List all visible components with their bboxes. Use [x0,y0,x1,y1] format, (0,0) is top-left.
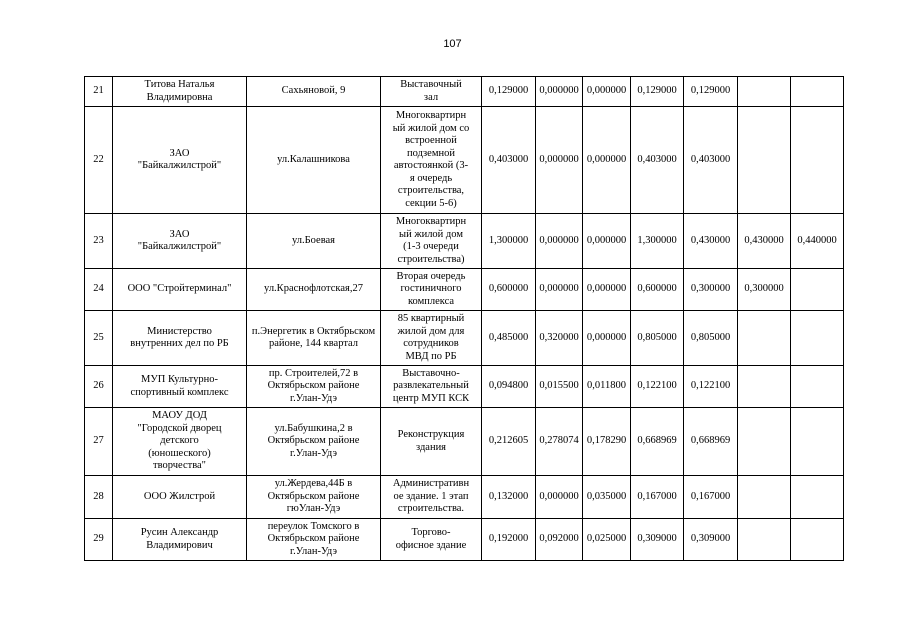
cell-value-1: 1,300000 [482,214,536,269]
cell-organization: Русин Александр Владимирович [113,519,247,561]
cell-value-5: 0,122100 [684,366,738,408]
cell-object: Многоквартирн ый жилой дом (1-3 очереди строительства) [381,214,482,269]
cell-value-3: 0,000000 [583,107,631,214]
cell-value-3: 0,000000 [583,269,631,311]
cell-value-2: 0,000000 [536,269,583,311]
cell-value-4: 0,805000 [631,311,684,366]
cell-value-3: 0,178290 [583,408,631,476]
table-row [85,269,844,311]
cell-value-2: 0,000000 [536,476,583,519]
cell-address: ул.Жердева,44Б в Октябрьском районе гюУлан-Удэ [247,476,381,519]
cell-value-1: 0,094800 [482,366,536,408]
cell-value-1: 0,403000 [482,107,536,214]
data-table [84,76,844,561]
cell-organization: ООО "Стройтерминал" [113,269,247,311]
cell-organization: МУП Культурно- спортивный комплекс [113,366,247,408]
table-row [85,107,844,214]
cell-number: 27 [85,408,113,476]
cell-number: 24 [85,269,113,311]
cell-value-3: 0,035000 [583,476,631,519]
cell-value-4: 0,668969 [631,408,684,476]
cell-value-7 [791,107,844,214]
cell-address: переулок Томского в Октябрьском районе г.Улан-Удэ [247,519,381,561]
cell-value-7 [791,269,844,311]
cell-value-4: 0,403000 [631,107,684,214]
cell-value-5: 0,167000 [684,476,738,519]
table-row [85,519,844,561]
table-row [85,311,844,366]
cell-value-7 [791,519,844,561]
table-row [85,214,844,269]
cell-number: 25 [85,311,113,366]
cell-value-7 [791,77,844,107]
cell-value-4: 0,129000 [631,77,684,107]
cell-address: ул.Калашникова [247,107,381,214]
cell-value-5: 0,430000 [684,214,738,269]
cell-object: Реконструкция здания [381,408,482,476]
table-row [85,408,844,476]
cell-address: ул.Боевая [247,214,381,269]
cell-value-3: 0,025000 [583,519,631,561]
cell-address: пр. Строителей,72 в Октябрьском районе г.Улан-Удэ [247,366,381,408]
cell-value-5: 0,129000 [684,77,738,107]
cell-object: Выставочно- развлекательный центр МУП КСК [381,366,482,408]
cell-value-3: 0,000000 [583,214,631,269]
cell-value-2: 0,000000 [536,214,583,269]
cell-value-2: 0,000000 [536,77,583,107]
cell-organization: Министерство внутренних дел по РБ [113,311,247,366]
cell-number: 23 [85,214,113,269]
cell-value-6: 0,300000 [738,269,791,311]
cell-value-3: 0,000000 [583,77,631,107]
cell-value-2: 0,320000 [536,311,583,366]
cell-value-3: 0,000000 [583,311,631,366]
cell-organization: ООО Жилстрой [113,476,247,519]
cell-address: п.Энергетик в Октябрьском районе, 144 квартал [247,311,381,366]
cell-value-4: 0,167000 [631,476,684,519]
cell-value-4: 0,309000 [631,519,684,561]
cell-organization: МАОУ ДОД "Городской дворец детского (юношеского) творчества" [113,408,247,476]
cell-value-2: 0,015500 [536,366,583,408]
cell-value-5: 0,805000 [684,311,738,366]
cell-value-3: 0,011800 [583,366,631,408]
cell-value-7 [791,408,844,476]
cell-object: 85 квартирный жилой дом для сотрудников МВД по РБ [381,311,482,366]
cell-value-6 [738,519,791,561]
table-row [85,366,844,408]
cell-number: 29 [85,519,113,561]
cell-value-6 [738,77,791,107]
cell-value-5: 0,300000 [684,269,738,311]
cell-value-5: 0,403000 [684,107,738,214]
cell-value-1: 0,129000 [482,77,536,107]
cell-object: Выставочный зал [381,77,482,107]
cell-object: Торгово- офисное здание [381,519,482,561]
cell-object: Многоквартирн ый жилой дом со встроенной подземной автостоянкой (3- я очередь строительства, секции 5-6) [381,107,482,214]
cell-number: 28 [85,476,113,519]
cell-address: ул.Краснофлотская,27 [247,269,381,311]
cell-value-6 [738,476,791,519]
cell-value-6 [738,408,791,476]
cell-address: ул.Бабушкина,2 в Октябрьском районе г.Улан-Удэ [247,408,381,476]
cell-address: Сахьяновой, 9 [247,77,381,107]
cell-value-4: 0,122100 [631,366,684,408]
cell-value-7: 0,440000 [791,214,844,269]
cell-value-2: 0,278074 [536,408,583,476]
cell-value-7 [791,366,844,408]
cell-value-1: 0,212605 [482,408,536,476]
cell-value-6 [738,366,791,408]
cell-value-4: 1,300000 [631,214,684,269]
table-row [85,77,844,107]
cell-organization: Титова Наталья Владимировна [113,77,247,107]
cell-value-4: 0,600000 [631,269,684,311]
cell-value-2: 0,092000 [536,519,583,561]
cell-value-7 [791,311,844,366]
cell-value-5: 0,668969 [684,408,738,476]
cell-value-1: 0,485000 [482,311,536,366]
table-row [85,476,844,519]
cell-number: 21 [85,77,113,107]
cell-value-1: 0,192000 [482,519,536,561]
cell-value-6: 0,430000 [738,214,791,269]
cell-value-6 [738,107,791,214]
page-number: 107 [443,38,462,50]
cell-number: 26 [85,366,113,408]
cell-organization: ЗАО "Байкалжилстрой" [113,107,247,214]
cell-value-2: 0,000000 [536,107,583,214]
cell-object: Административн ое здание. 1 этап строительства. [381,476,482,519]
cell-organization: ЗАО "Байкалжилстрой" [113,214,247,269]
cell-value-1: 0,132000 [482,476,536,519]
cell-object: Вторая очередь гостиничного комплекса [381,269,482,311]
cell-value-7 [791,476,844,519]
cell-value-1: 0,600000 [482,269,536,311]
cell-value-5: 0,309000 [684,519,738,561]
cell-number: 22 [85,107,113,214]
cell-value-6 [738,311,791,366]
